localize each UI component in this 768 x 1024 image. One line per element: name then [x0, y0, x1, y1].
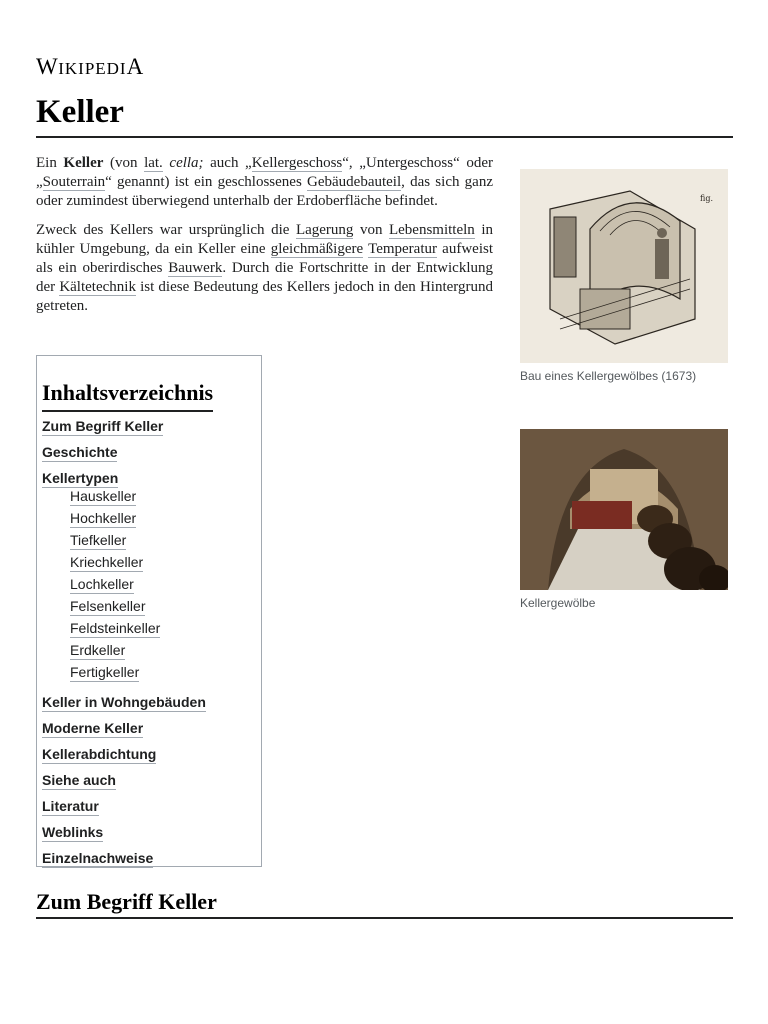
toc-subitem-tiefkeller[interactable]: Tiefkeller — [70, 532, 127, 548]
link-bauwerk[interactable]: Bauwerk — [168, 260, 223, 276]
toc-subitem-erdkeller[interactable]: Erdkeller — [70, 642, 126, 658]
intro-text — [36, 154, 493, 326]
link-kellergeschoss[interactable]: Kellergeschoss — [251, 155, 343, 171]
toc-item-literatur[interactable]: Literatur — [42, 798, 99, 814]
cellar-photo[interactable] — [520, 429, 728, 590]
toc-item-geschichte[interactable]: Geschichte — [42, 444, 118, 460]
figure-caption: Kellergewölbe — [520, 596, 596, 610]
toc-subitem-lochkeller[interactable]: Lochkeller — [70, 576, 134, 592]
toc-item-weblinks[interactable]: Weblinks — [42, 824, 104, 840]
link-gebaeudebauteil[interactable]: Gebäudebauteil — [307, 174, 402, 190]
engraving-image[interactable] — [520, 169, 728, 363]
wordmark-initial: W — [36, 54, 59, 79]
toc-item-einzelnachweise[interactable]: Einzelnachweise — [42, 850, 154, 866]
toc-title: Inhaltsverzeichnis — [42, 378, 213, 412]
figure-vault-engraving — [520, 169, 728, 383]
intro-paragraph-1: Ein Keller (von lat. cella; auch „Kellergeschoss“, „Untergeschoss“ oder „Souterrain“ genannt) ist ein geschlossenes Gebäudebauteil, das sich ganz oder zumindest überwiegend unterhalb der Erdoberfläche befindet. — [36, 155, 494, 209]
toc-subitem-hochkeller[interactable]: Hochkeller — [70, 510, 137, 526]
toc-subitem-hauskeller[interactable]: Hauskeller — [70, 488, 137, 504]
toc-subitem-kriechkeller[interactable]: Kriechkeller — [70, 554, 144, 570]
title-divider — [36, 136, 733, 138]
table-of-contents — [36, 355, 262, 867]
toc-list — [42, 418, 256, 876]
toc-item-kellerabdichtung[interactable]: Kellerabdichtung — [42, 746, 157, 762]
section-heading: Zum Begriff Keller — [36, 889, 217, 914]
toc-item-kellertypen[interactable]: Kellertypen — [42, 470, 119, 486]
link-souterrain[interactable]: Souterrain — [42, 174, 106, 190]
section-divider — [36, 917, 733, 919]
intro-paragraph-2: Zweck des Kellers war ursprünglich die Lagerung von Lebensmitteln in kühler Umgebung, da ein Keller eine gleichmäßigere Temperatur aufweist als ein oberirdisches Bauwerk. Durch die Fortschritte in der Entwicklung der Kältetechnik ist diese Bedeutung des Kellers jedoch in den Hintergrund getreten. — [36, 222, 493, 314]
link-lebensmitteln[interactable]: Lebensmitteln — [388, 222, 475, 238]
toc-subitem-feldsteinkeller[interactable]: Feldsteinkeller — [70, 620, 161, 636]
toc-item-keller-in-wohngebaeuden[interactable]: Keller in Wohngebäuden — [42, 694, 206, 710]
link-gleichmaessigere[interactable]: gleichmäßigere — [270, 241, 364, 257]
bold-term: Keller — [63, 155, 104, 171]
wordmark-final: A — [126, 54, 144, 79]
toc-sublist-kellertypen — [70, 488, 256, 686]
wikipedia-wordmark[interactable] — [36, 54, 144, 80]
toc-subitem-felsenkeller[interactable]: Felsenkeller — [70, 598, 146, 614]
link-lat[interactable]: lat. — [144, 155, 163, 171]
link-lagerung[interactable]: Lagerung — [295, 222, 354, 238]
toc-item-moderne-keller[interactable]: Moderne Keller — [42, 720, 144, 736]
toc-item-siehe-auch[interactable]: Siehe auch — [42, 772, 116, 788]
link-kaeltetechnik[interactable]: Kältetechnik — [59, 279, 136, 295]
wordmark-smallcaps: IKIPEDI — [58, 59, 127, 78]
figure-caption: Bau eines Kellergewölbes (1673) — [520, 369, 697, 383]
svg-text:fig.: fig. — [700, 194, 713, 203]
link-temperatur[interactable]: Temperatur — [368, 241, 437, 257]
article-page — [36, 0, 733, 1024]
toc-item-zum-begriff-keller[interactable]: Zum Begriff Keller — [42, 418, 164, 434]
toc-subitem-fertigkeller[interactable]: Fertigkeller — [70, 664, 140, 680]
figure-cellar-photo — [520, 429, 728, 610]
page-title: Keller — [36, 94, 124, 130]
